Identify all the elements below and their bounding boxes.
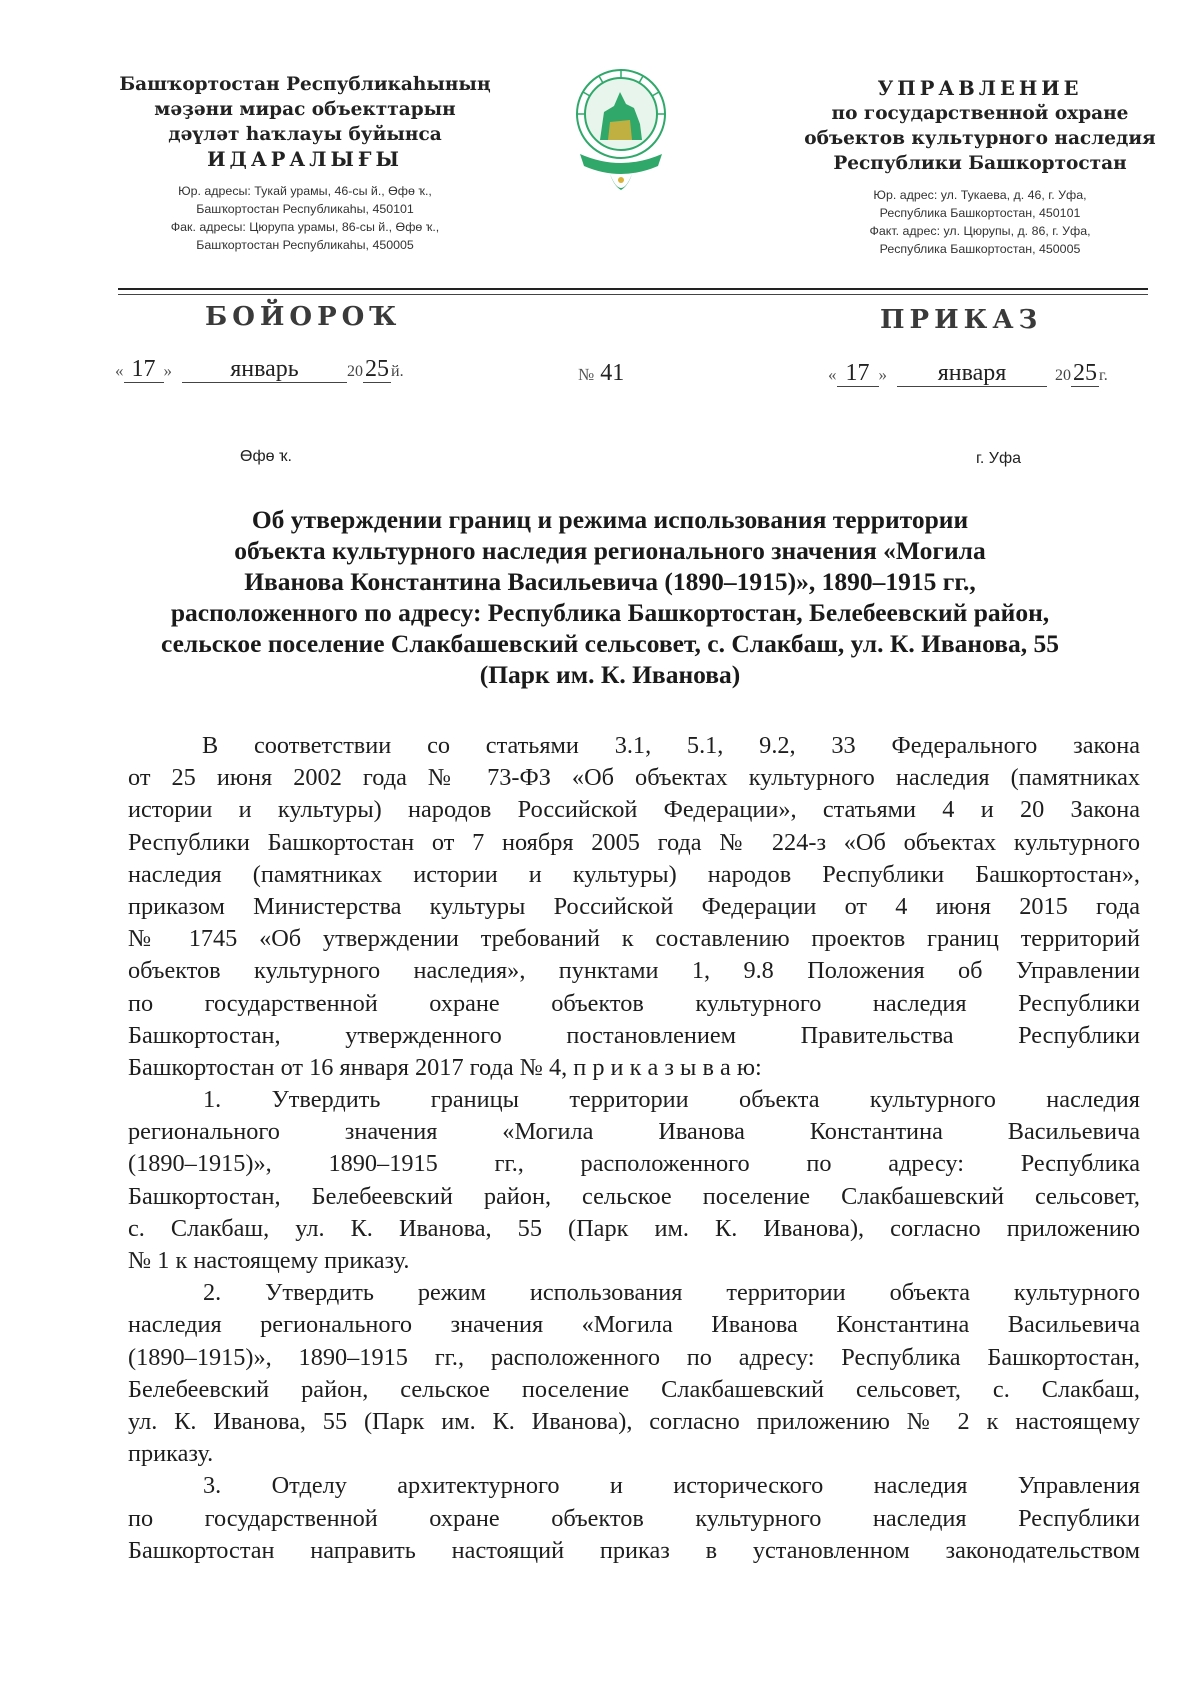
date-day: 17	[837, 360, 879, 387]
body-line: приказом Министерства культуры Российской Федерации от 4 июня 2015 года	[128, 892, 1140, 920]
org-name-caps: УПРАВЛЕНИЕ	[877, 77, 1083, 100]
address-block-left	[100, 182, 510, 254]
org-name-line: Республики Башкортостан	[833, 153, 1127, 174]
org-name-line: дәүләт һаҡлауы буйынса	[168, 124, 442, 145]
body-line: Белебеевский район, сельское поселение Слакбашевский сельсовет, с. Слакбаш,	[128, 1375, 1140, 1403]
address-line: Юр. адрес: ул. Тукаева, д. 46, г. Уфа,	[873, 188, 1087, 202]
body-line: наследия (памятниках истории и культуры) народов Республики Башкортостан»,	[128, 860, 1140, 888]
org-name-caps: ИДАРАЛЫҒЫ	[207, 148, 403, 171]
body-line: Республики Башкортостан от 7 ноября 2005 года № 224-з «Об объектах культурного	[128, 828, 1140, 856]
body-line: Башкортостан, утвержденного постановлением Правительства Республики	[128, 1021, 1140, 1049]
city-right: г. Уфа	[976, 450, 1021, 467]
address-line: Башҡортостан Республикаһы, 450005	[196, 238, 414, 252]
title-line: объекта культурного наследия регионального значения «Могила	[234, 536, 986, 565]
quote-close: »	[878, 365, 887, 384]
date-right	[828, 360, 1108, 387]
doc-label-bashkir: БОЙОРОҠ	[205, 302, 402, 332]
org-name-line: по государственной охране	[831, 103, 1129, 124]
city-left: Өфө ҡ.	[240, 448, 292, 465]
body-line: В соответствии со статьями 3.1, 5.1, 9.2, 33 Федерального закона	[202, 732, 1140, 759]
header-divider	[118, 288, 1148, 290]
quote-open: «	[115, 361, 124, 380]
body-line: с. Слакбаш, ул. К. Иванова, 55 (Парк им. К. Иванова), согласно приложению	[128, 1214, 1140, 1242]
date-century: 20	[1055, 367, 1071, 384]
body-line: от 25 июня 2002 года № 73-ФЗ «Об объектах культурного наследия (памятниках	[128, 764, 1140, 792]
header-left-org	[100, 72, 510, 254]
title-line: Об утверждении границ и режима использования территории	[251, 505, 969, 534]
title-line: сельское поселение Слакбашевский сельсовет, с. Слакбаш, ул. К. Иванова, 55	[160, 629, 1060, 658]
title-line: Иванова Константина Васильевича (1890–1915)», 1890–1915 гг.,	[244, 567, 976, 596]
body-line: № 1745 «Об утверждении требований к составлению проектов границ территорий	[128, 925, 1140, 953]
title-line: расположенного по адресу: Республика Башкортостан, Белебеевский район,	[170, 598, 1050, 627]
body-line: по государственной охране объектов культурного наследия Республики	[128, 1504, 1140, 1532]
org-name-line: объектов культурного наследия	[804, 128, 1156, 149]
date-left	[115, 356, 404, 383]
coat-of-arms-emblem	[570, 62, 672, 204]
date-year: 25	[1073, 360, 1097, 386]
number-value: 41	[600, 360, 625, 386]
body-line: Башкортостан, Белебеевский район, сельское поселение Слакбашевский сельсовет,	[128, 1182, 1140, 1210]
address-line: Башҡортостан Республикаһы, 450101	[196, 202, 414, 216]
address-line: Республика Башкортостан, 450005	[879, 242, 1081, 256]
org-name-line: Башҡортостан Республикаһының	[119, 74, 491, 95]
body-line: приказу.	[128, 1440, 214, 1468]
header-right-org	[775, 76, 1185, 258]
doc-label-russian: ПРИКАЗ	[880, 305, 1043, 335]
body-line: 1. Утвердить границы территории объекта культурного наследия	[203, 1086, 1140, 1114]
date-month: январь	[182, 356, 347, 383]
body-line: 3. Отделу архитектурного и исторического наследия Управления	[203, 1472, 1140, 1500]
body-line: ул. К. Иванова, 55 (Парк им. К. Иванова), согласно приложению № 2 к настоящему	[128, 1407, 1140, 1435]
address-block-right	[775, 186, 1185, 258]
body-line: № 1 к настоящему приказу.	[128, 1247, 410, 1274]
title-line: (Парк им. К. Иванова)	[479, 660, 741, 689]
body-line: объектов культурного наследия», пунктами 1, 9.8 Положения об Управлении	[128, 957, 1140, 985]
date-suffix: й.	[391, 363, 404, 380]
body-line: по государственной охране объектов культурного наследия Республики	[128, 989, 1140, 1017]
org-name-line: мәҙәни мирас объекттарын	[154, 99, 456, 120]
address-line: Юр. адресы: Тукай урамы, 46-сы й., Өфө ҡ.,	[178, 184, 432, 198]
body-line: истории и культуры) народов Российской Федерации», статьями 4 и 20 Закона	[128, 796, 1140, 824]
document-body	[128, 730, 1140, 1567]
address-line: Факт. адрес: ул. Цюрупы, д. 86, г. Уфа,	[869, 224, 1091, 238]
body-line: (1890–1915)», 1890–1915 гг., расположенного по адресу: Республика Башкортостан,	[128, 1343, 1140, 1371]
body-line: наследия регионального значения «Могила Иванова Константина Васильевича	[128, 1311, 1140, 1339]
body-line: 2. Утвердить режим использования территории объекта культурного	[203, 1279, 1140, 1307]
body-line: Башкортостан от 16 января 2017 года № 4, п р и к а з ы в а ю:	[128, 1053, 762, 1081]
quote-open: «	[828, 365, 837, 384]
quote-close: »	[163, 361, 172, 380]
date-year: 25	[365, 356, 389, 382]
order-number	[578, 360, 624, 387]
address-line: Фак. адресы: Цюрупа урамы, 86-сы й., Өфө ҡ.,	[170, 220, 440, 234]
number-sign: №	[578, 365, 595, 384]
body-line: Башкортостан направить настоящий приказ в установленном законодательством	[128, 1536, 1140, 1564]
body-line: регионального значения «Могила Иванова Константина Васильевича	[128, 1118, 1140, 1146]
date-day: 17	[124, 356, 164, 383]
date-month: января	[897, 360, 1047, 387]
body-line: (1890–1915)», 1890–1915 гг., расположенного по адресу: Республика	[128, 1150, 1140, 1178]
document-title	[110, 504, 1110, 690]
date-century: 20	[347, 363, 363, 380]
date-suffix: г.	[1099, 367, 1108, 384]
header-divider-thin	[118, 294, 1148, 295]
address-line: Республика Башкортостан, 450101	[879, 206, 1081, 220]
